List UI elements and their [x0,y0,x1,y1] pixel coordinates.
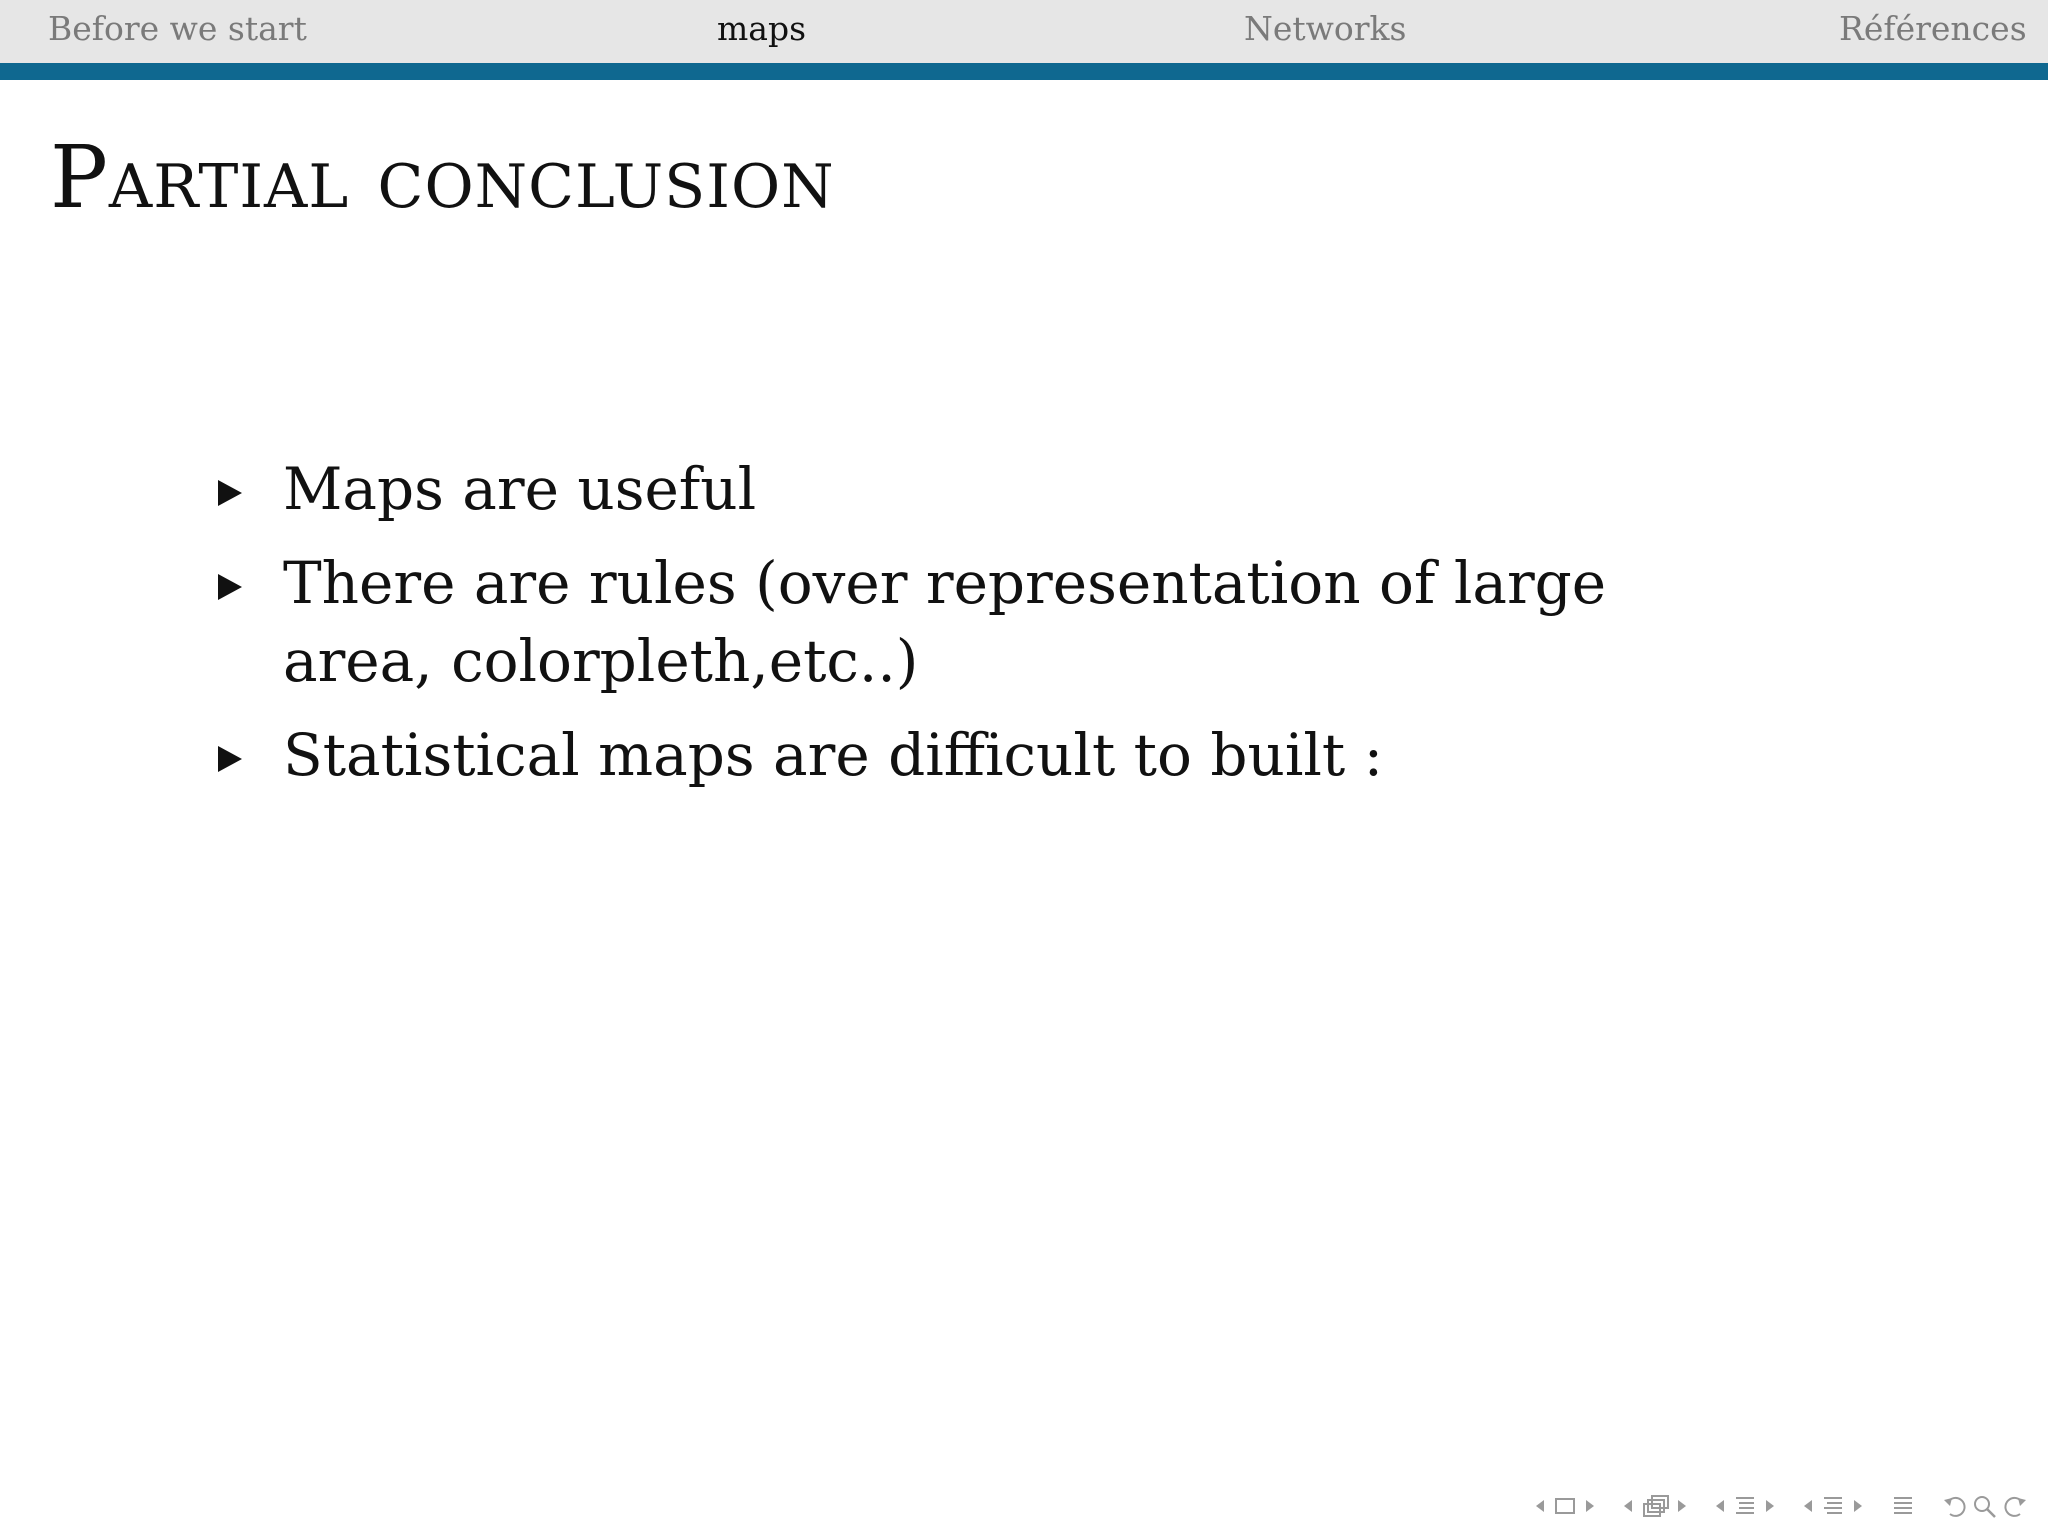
triangle-bullet-icon [218,746,242,772]
header-navigation-bar [0,0,2048,63]
bullet-item [218,544,1718,700]
slide-nav-group [1532,1494,1598,1518]
subsection-nav-group [1712,1492,1778,1520]
next-section-icon[interactable] [1850,1496,1866,1516]
nav-section-maps[interactable]: maps [717,9,807,48]
prev-frame-icon[interactable] [1620,1496,1636,1516]
section-icon[interactable] [1816,1492,1850,1520]
nav-section-networks[interactable]: Networks [1244,9,1407,48]
undo-icon[interactable] [1940,1492,1970,1520]
document-nav-group [1888,1492,1918,1520]
bullet-list [218,450,1718,810]
next-subsection-icon[interactable] [1762,1496,1778,1516]
bullet-text: Statistical maps are difficult to built : [283,721,1384,789]
bullet-item [218,716,1718,794]
prev-slide-icon[interactable] [1532,1496,1548,1516]
section-nav-group [1800,1492,1866,1520]
nav-section-before-we-start[interactable]: Before we start [48,9,307,48]
beamer-navigation-symbols [1510,1490,2030,1522]
prev-subsection-icon[interactable] [1712,1496,1728,1516]
frame-nav-group [1620,1492,1690,1520]
frame-icon[interactable] [1636,1492,1674,1520]
document-icon[interactable] [1888,1492,1918,1520]
slide-title: Partial conclusion [50,128,835,228]
triangle-bullet-icon [218,574,242,600]
bullet-item [218,450,1718,528]
triangle-bullet-icon [218,480,242,506]
search-nav-group [1940,1492,2030,1520]
redo-icon[interactable] [2000,1492,2030,1520]
slide-icon[interactable] [1548,1494,1582,1518]
prev-section-icon[interactable] [1800,1496,1816,1516]
header-accent-rule [0,63,2048,80]
bullet-text: There are rules (over representation of large area, colorpleth,etc..) [283,549,1607,695]
next-slide-icon[interactable] [1582,1496,1598,1516]
search-icon[interactable] [1970,1492,2000,1520]
next-frame-icon[interactable] [1674,1496,1690,1516]
bullet-text: Maps are useful [283,455,757,523]
subsection-icon[interactable] [1728,1492,1762,1520]
nav-section-references[interactable]: Références [1839,9,2027,48]
